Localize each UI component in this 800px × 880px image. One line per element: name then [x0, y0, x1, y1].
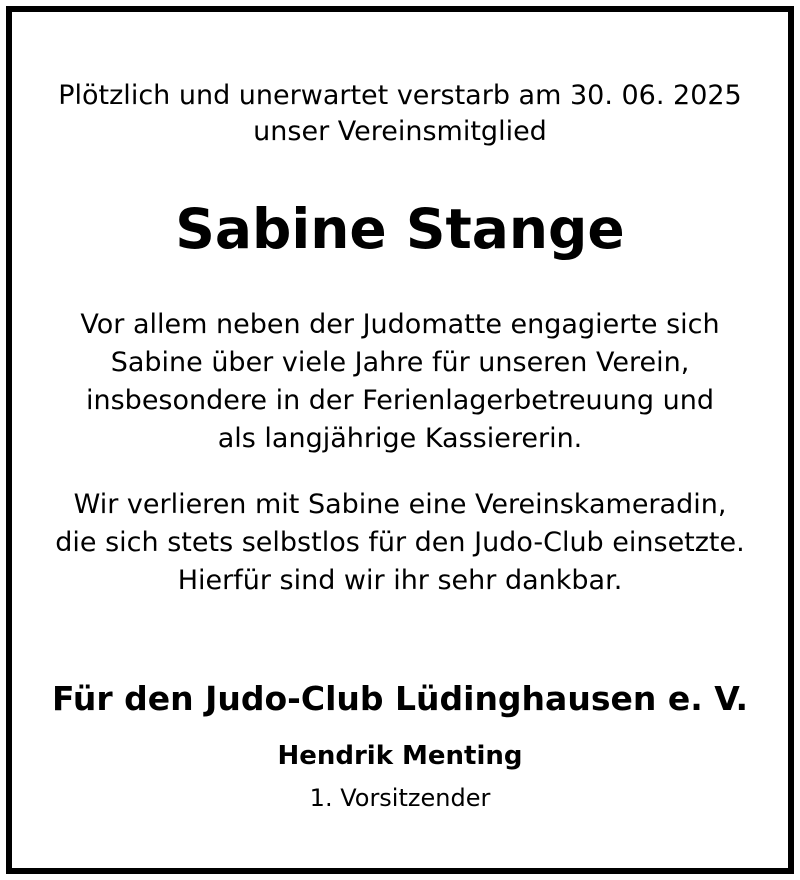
paragraph-1-line-2: Sabine über viele Jahre für unseren Verein, — [110, 347, 690, 378]
intro-line-1: Plötzlich und unerwartet verstarb am 30. 06. 2025 — [58, 80, 742, 111]
paragraph-1-line-1: Vor allem neben der Judomatte engagierte sich — [80, 309, 720, 340]
paragraph-2-line-1: Wir verlieren mit Sabine eine Vereinskameradin, — [73, 489, 727, 520]
paragraph-1-line-4: als langjährige Kassiererin. — [217, 423, 583, 454]
paragraph-2-line-3: Hierfür sind wir ihr sehr dankbar. — [177, 565, 623, 596]
paragraph-2-line-2: die sich stets selbstlos für den Judo-Club einsetzte. — [55, 527, 745, 558]
intro-line-2: unser Vereinsmitglied — [253, 116, 547, 147]
paragraph-1-line-3: insbesondere in der Ferienlagerbetreuung und — [86, 385, 714, 416]
signer-name: Hendrik Menting — [277, 741, 523, 771]
club-signature-line: Für den Judo-Club Lüdinghausen e. V. — [51, 679, 749, 718]
signer-role: 1. Vorsitzender — [309, 784, 491, 812]
deceased-name: Sabine Stange — [175, 197, 625, 261]
